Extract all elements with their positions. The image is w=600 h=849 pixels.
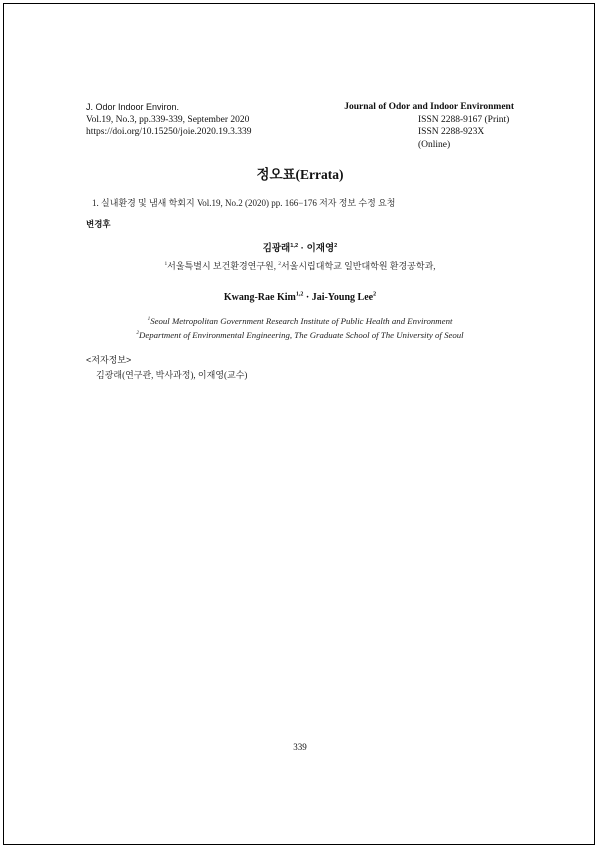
author-name: Jai-Young Lee [311,292,374,303]
author-info-body: 김광래(연구관, 박사과정), 이재영(교수) [96,370,248,380]
author-affiliation-marker: 1,2 [295,291,304,298]
affiliation-text: Seoul Metropolitan Government Research Institute of Public Health and Environment [150,316,453,326]
author-name: 김광래 [262,243,291,254]
page-number: 339 [293,742,307,752]
issn-print: ISSN 2288-9167 (Print) [418,114,510,125]
author-separator: · [298,243,307,254]
affiliation-marker: 1 [147,316,151,323]
affiliation-text: 서울특별시 보건환경연구원, [167,261,279,271]
authors-korean [0,240,600,254]
doi-link[interactable]: https://doi.org/10.15250/joie.2020.19.3.339 [86,127,252,137]
page-title: 정오표(Errata) [256,167,344,182]
author-affiliation-marker: 2 [334,242,338,249]
affiliation-marker: 1 [164,261,168,267]
affiliations-english [0,314,600,342]
affiliation-text: 서울시립대학교 일반대학원 환경공학과, [280,261,436,271]
affiliation-line [0,314,600,328]
authors-english [0,292,600,303]
journal-name: Journal of Odor and Indoor Environment [344,102,514,112]
issn-online: ISSN 2288-923X (Online) [418,127,485,150]
author-affiliation-marker: 1,2 [290,242,299,249]
affiliation-line [0,328,600,342]
affiliation-text: Department of Environmental Engineering, The Graduate School of The University of Seoul [139,330,464,340]
author-name: 이재영 [306,243,335,254]
section-label-after-change: 변경후 [86,219,111,229]
author-name: Kwang-Rae Kim [223,292,296,303]
affiliation-marker: 2 [278,261,281,267]
affiliations-korean [0,259,600,272]
errata-item: 1. 실내환경 및 냄새 학회지 Vol.19, No.2 (2020) pp. 166−176 저자 정보 수정 요청 [92,198,396,208]
volume-info: Vol.19, No.3, pp.339-339, September 2020 [86,114,250,125]
journal-abbrev: J. Odor Indoor Environ. [86,102,180,112]
affiliation-marker: 2 [136,330,139,337]
author-separator: · [303,292,312,303]
author-info-label: <저자정보> [86,355,132,365]
header-right [344,101,514,151]
header-left [86,101,252,139]
author-affiliation-marker: 2 [373,291,377,298]
